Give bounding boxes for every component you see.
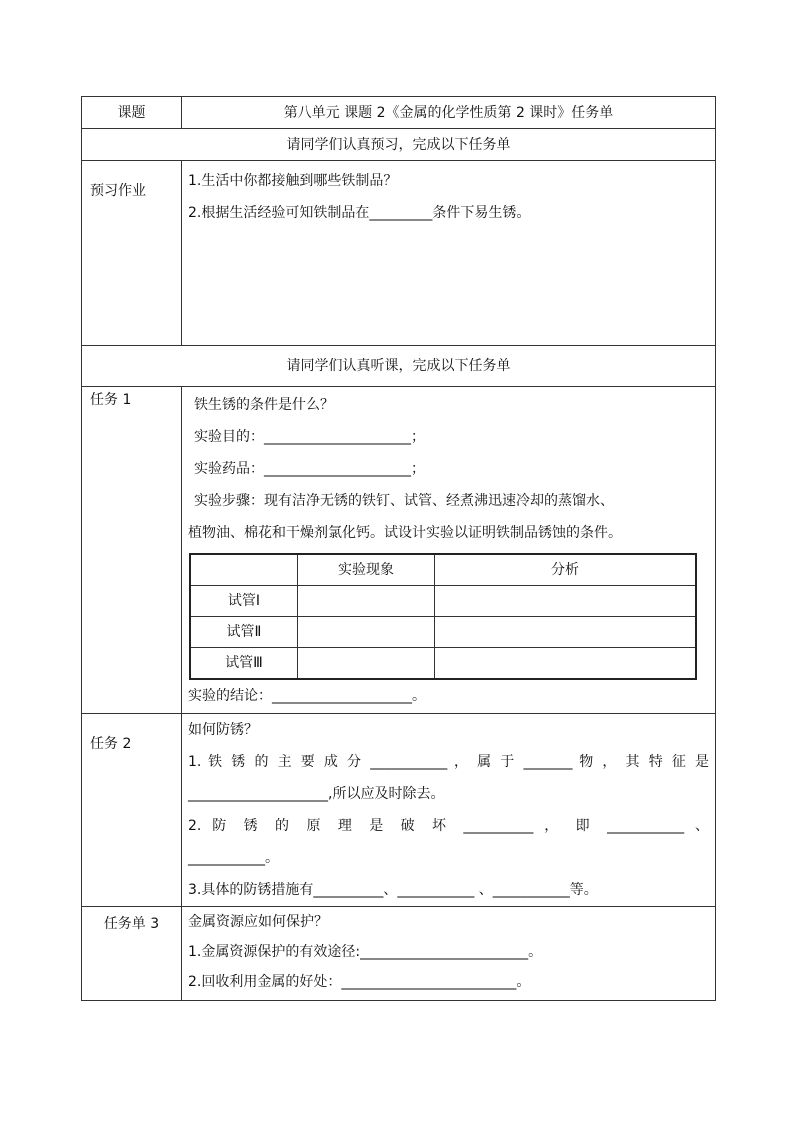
task1-purpose: 实验目的：_____________________； (194, 429, 425, 445)
task2-q1-line2: ____________________,所以应及时除去。 (188, 786, 445, 802)
preview-question-1: 1.生活中你都接触到哪些铁制品？ (188, 173, 398, 189)
experiment-table (189, 553, 697, 680)
task1-content-cell (182, 387, 716, 714)
tube-3-label: 试管Ⅲ (190, 648, 298, 680)
experiment-header-blank (190, 554, 298, 586)
tube-1-label: 试管Ⅰ (190, 586, 298, 617)
experiment-row-tube-1 (190, 586, 696, 617)
preview-content-cell (182, 161, 716, 346)
experiment-row-tube-2 (190, 617, 696, 648)
task3-label: 任务单 3 (103, 916, 160, 932)
tube-3-phenomenon[interactable] (298, 648, 435, 680)
task3-q1: 1.金属资源保护的有效途径:________________________。 (188, 944, 543, 960)
tube-2-label: 试管Ⅱ (190, 617, 298, 648)
task2-label-cell (82, 714, 182, 907)
task3-question: 金属资源应如何保护？ (188, 914, 328, 930)
task2-content-cell (182, 714, 716, 907)
preview-row (82, 161, 716, 346)
task2-label: 任务 2 (90, 736, 132, 752)
task2-q2-line1: 2. 防 锈 的 原 理 是 破 坏 __________ ， 即 ___________ 、 (188, 818, 709, 834)
preview-notice: 请同学们认真预习，完成以下任务单 (82, 129, 716, 161)
preview-notice-row (82, 129, 716, 161)
task3-content-cell (182, 907, 716, 1001)
task1-label: 任务 1 (90, 392, 132, 408)
task1-steps-line2: 植物油、棉花和干燥剂氯化钙。试设计实验以证明铁制品锈蚀的条件。 (188, 525, 622, 541)
preview-question-2: 2.根据生活经验可知铁制品在_________条件下易生锈。 (188, 205, 531, 221)
task3-q2: 2.回收利用金属的好处：_________________________。 (188, 974, 531, 990)
task1-question: 铁生锈的条件是什么？ (194, 397, 334, 413)
tube-2-phenomenon[interactable] (298, 617, 435, 648)
experiment-row-tube-3 (190, 648, 696, 680)
task2-q1-line1: 1. 铁 锈 的 主 要 成 分 ___________ ， 属 于 _______ 物 ， 其 特 征 是 (188, 754, 709, 770)
topic-label: 课题 (82, 97, 182, 129)
topic-title: 第八单元 课题 2《金属的化学性质第 2 课时》任务单 (182, 97, 716, 129)
task2-q2-line2: ___________。 (188, 850, 279, 866)
tube-3-analysis[interactable] (435, 648, 697, 680)
title-row (82, 97, 716, 129)
tube-1-phenomenon[interactable] (298, 586, 435, 617)
task3-label-cell (82, 907, 182, 1001)
task1-row (82, 387, 716, 714)
tube-2-analysis[interactable] (435, 617, 697, 648)
experiment-header-phenomenon: 实验现象 (298, 554, 435, 586)
experiment-header-analysis: 分析 (435, 554, 697, 586)
task3-row (82, 907, 716, 1001)
tube-1-analysis[interactable] (435, 586, 697, 617)
task2-row (82, 714, 716, 907)
class-notice: 请同学们认真听课，完成以下任务单 (82, 346, 716, 387)
experiment-table-header (190, 554, 696, 586)
preview-label-cell (82, 161, 182, 346)
task1-reagents: 实验药品：_____________________； (194, 461, 425, 477)
task2-q3: 3.具体的防锈措施有__________、___________ 、___________等。 (188, 882, 598, 898)
class-notice-row (82, 346, 716, 387)
task1-conclusion: 实验的结论：____________________。 (188, 688, 426, 704)
preview-label: 预习作业 (90, 183, 146, 199)
task2-question: 如何防锈？ (188, 722, 258, 738)
task-sheet-table (81, 96, 716, 1001)
task1-label-cell (82, 387, 182, 714)
task1-steps-line1: 实验步骤：现有洁净无锈的铁钉、试管、经煮沸迅速冷却的蒸馏水、 (194, 493, 614, 509)
